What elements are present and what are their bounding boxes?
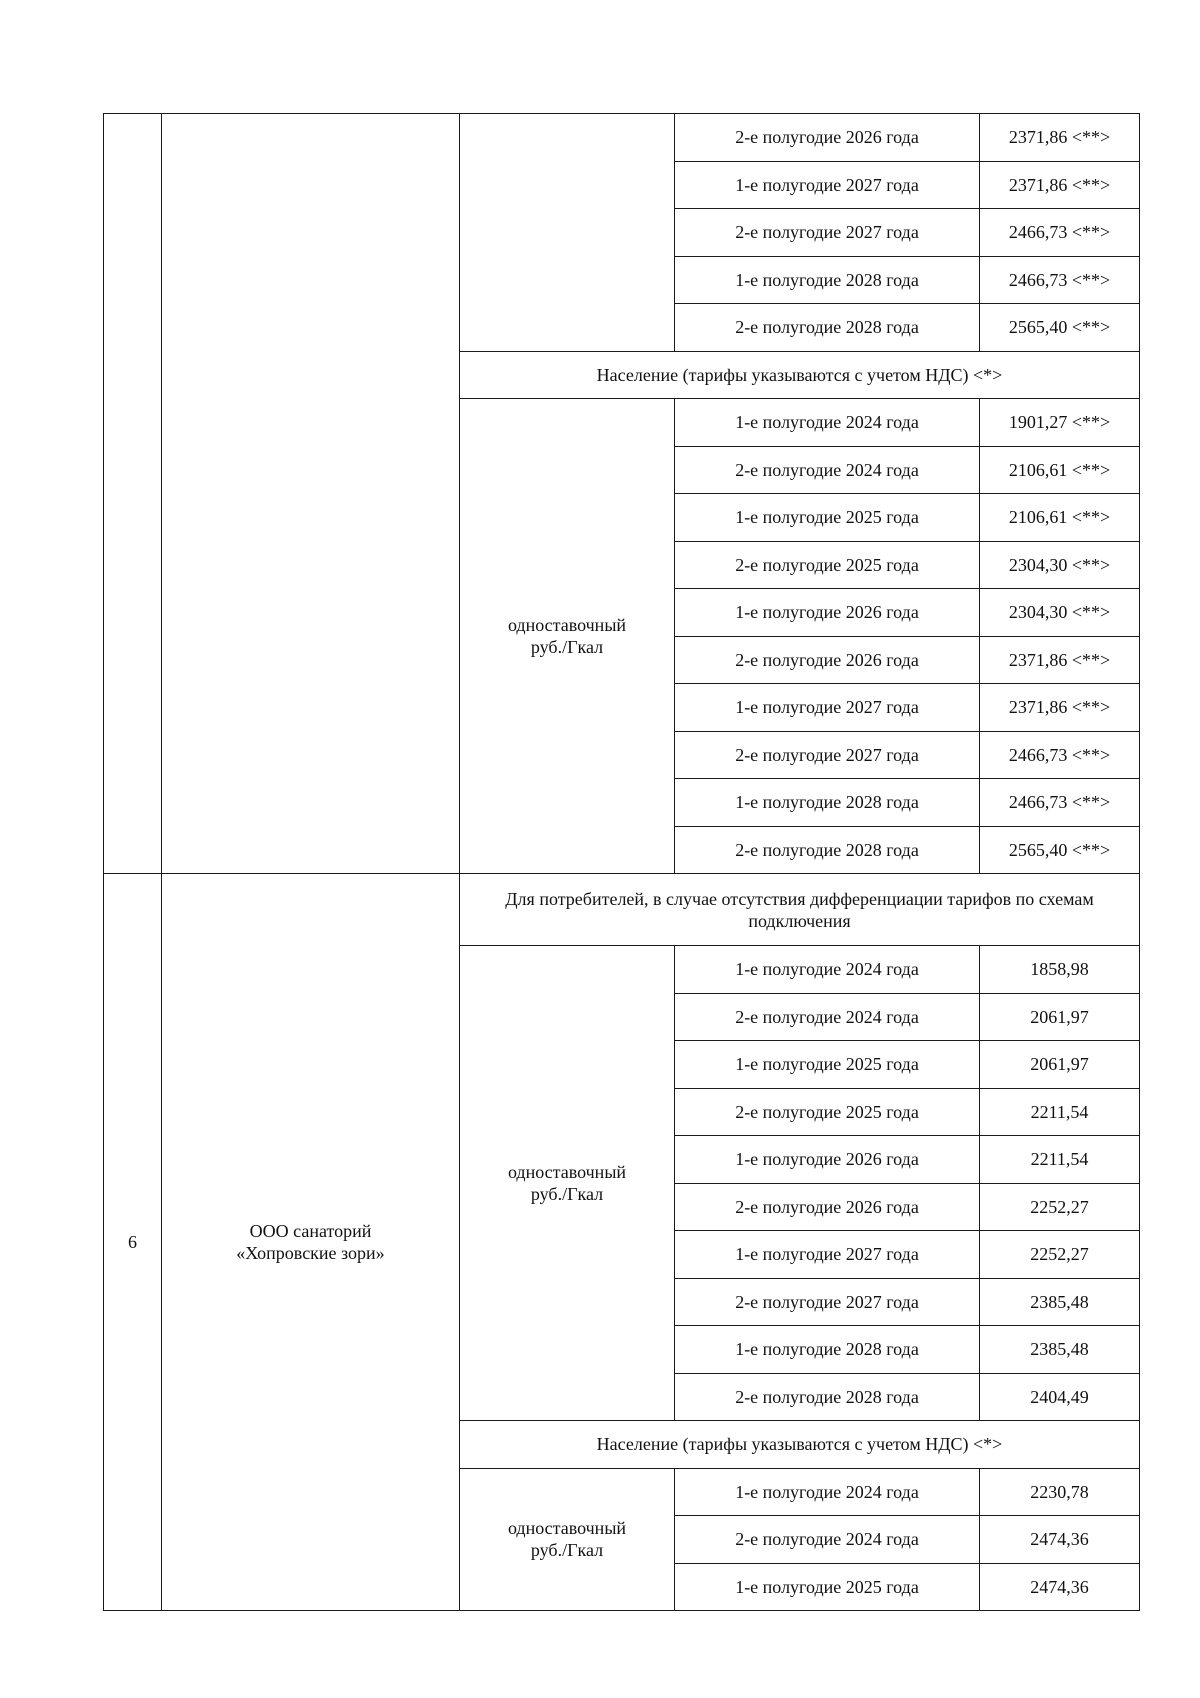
- tariff-value-cell: 2211,54: [980, 1136, 1140, 1184]
- period-cell: 2-е полугодие 2026 года: [675, 1183, 980, 1231]
- period-cell: 2-е полугодие 2024 года: [675, 993, 980, 1041]
- period-cell: 1-е полугодие 2026 года: [675, 589, 980, 637]
- section-header: Население (тарифы указываются с учетом НДС) <*>: [460, 1421, 1140, 1469]
- period-cell: 2-е полугодие 2027 года: [675, 209, 980, 257]
- tariff-unit-label: руб./Гкал: [530, 637, 604, 657]
- period-cell: 1-е полугодие 2027 года: [675, 161, 980, 209]
- tariff-value-cell: 2252,27: [980, 1183, 1140, 1231]
- period-cell: 1-е полугодие 2024 года: [675, 399, 980, 447]
- period-cell: 2-е полугодие 2027 года: [675, 731, 980, 779]
- org-number-cell: 6: [104, 874, 162, 1611]
- tariff-value-cell: 2385,48: [980, 1278, 1140, 1326]
- tariff-value-cell: 2474,36: [980, 1563, 1140, 1611]
- period-cell: 1-е полугодие 2025 года: [675, 494, 980, 542]
- tariff-value-cell: 2466,73 <**>: [980, 209, 1140, 257]
- period-cell: 2-е полугодие 2027 года: [675, 1278, 980, 1326]
- tariff-value-cell: 2252,27: [980, 1231, 1140, 1279]
- tariff-value-cell: 2304,30 <**>: [980, 589, 1140, 637]
- period-cell: 2-е полугодие 2026 года: [675, 636, 980, 684]
- tariff-value-cell: 2106,61 <**>: [980, 494, 1140, 542]
- tariff-type-label: одноставочный: [507, 1162, 627, 1182]
- tariff-value-cell: 2404,49: [980, 1373, 1140, 1421]
- period-cell: 2-е полугодие 2024 года: [675, 446, 980, 494]
- tariff-value-cell: 2565,40 <**>: [980, 304, 1140, 352]
- tariff-value-cell: 2211,54: [980, 1088, 1140, 1136]
- period-cell: 2-е полугодие 2028 года: [675, 304, 980, 352]
- period-cell: 1-е полугодие 2025 года: [675, 1563, 980, 1611]
- org-name-cell: [162, 874, 460, 1611]
- tariff-table: [103, 113, 1140, 1611]
- org-name-line: ООО санаторий: [249, 1221, 372, 1241]
- tariff-type-label: одноставочный: [507, 615, 627, 635]
- tariff-unit-label: руб./Гкал: [530, 1540, 604, 1561]
- period-cell: 1-е полугодие 2028 года: [675, 1326, 980, 1374]
- period-cell: 1-е полугодие 2024 года: [675, 1468, 980, 1516]
- section-header-row: [104, 874, 1140, 946]
- tariff-type-label: одноставочный: [507, 1518, 627, 1539]
- tariff-value-cell: 2061,97: [980, 993, 1140, 1041]
- tariff-value-cell: 2304,30 <**>: [980, 541, 1140, 589]
- tariff-unit-cell: [460, 1468, 675, 1611]
- period-cell: 2-е полугодие 2028 года: [675, 1373, 980, 1421]
- tariff-unit-cell: [460, 946, 675, 1421]
- period-cell: 2-е полугодие 2028 года: [675, 826, 980, 874]
- tariff-value-cell: 2106,61 <**>: [980, 446, 1140, 494]
- period-cell: 1-е полугодие 2026 года: [675, 1136, 980, 1184]
- tariff-value-cell: 2230,78: [980, 1468, 1140, 1516]
- period-cell: 1-е полугодие 2025 года: [675, 1041, 980, 1089]
- tariff-value-cell: 2565,40 <**>: [980, 826, 1140, 874]
- tariff-value-cell: 2466,73 <**>: [980, 256, 1140, 304]
- tariff-table-body: [104, 114, 1140, 1611]
- tariff-value-cell: 2371,86 <**>: [980, 636, 1140, 684]
- tariff-value-cell: 2371,86 <**>: [980, 114, 1140, 162]
- period-cell: 1-е полугодие 2028 года: [675, 779, 980, 827]
- period-cell: 1-е полугодие 2028 года: [675, 256, 980, 304]
- tariff-value-cell: 2385,48: [980, 1326, 1140, 1374]
- tariff-value-cell: 2466,73 <**>: [980, 779, 1140, 827]
- tariff-unit-cell: [460, 114, 675, 352]
- period-cell: 2-е полугодие 2025 года: [675, 541, 980, 589]
- tariff-row: [104, 114, 1140, 162]
- tariff-value-cell: 2061,97: [980, 1041, 1140, 1089]
- tariff-value-cell: 1901,27 <**>: [980, 399, 1140, 447]
- tariff-value-cell: 2466,73 <**>: [980, 731, 1140, 779]
- period-cell: 1-е полугодие 2024 года: [675, 946, 980, 994]
- tariff-unit-label: руб./Гкал: [530, 1184, 604, 1204]
- tariff-unit-cell: [460, 399, 675, 874]
- period-cell: 2-е полугодие 2025 года: [675, 1088, 980, 1136]
- org-number-cell: [104, 114, 162, 874]
- period-cell: 2-е полугодие 2026 года: [675, 114, 980, 162]
- section-header: Для потребителей, в случае отсутствия дифференциации тарифов по схемам подключения: [460, 874, 1140, 946]
- tariff-value-cell: 2371,86 <**>: [980, 684, 1140, 732]
- period-cell: 2-е полугодие 2024 года: [675, 1516, 980, 1564]
- tariff-value-cell: 1858,98: [980, 946, 1140, 994]
- org-name-cell: [162, 114, 460, 874]
- period-cell: 1-е полугодие 2027 года: [675, 1231, 980, 1279]
- org-name-line: «Хопровские зори»: [236, 1243, 385, 1263]
- tariff-value-cell: 2371,86 <**>: [980, 161, 1140, 209]
- tariff-value-cell: 2474,36: [980, 1516, 1140, 1564]
- section-header: Население (тарифы указываются с учетом НДС) <*>: [460, 351, 1140, 399]
- period-cell: 1-е полугодие 2027 года: [675, 684, 980, 732]
